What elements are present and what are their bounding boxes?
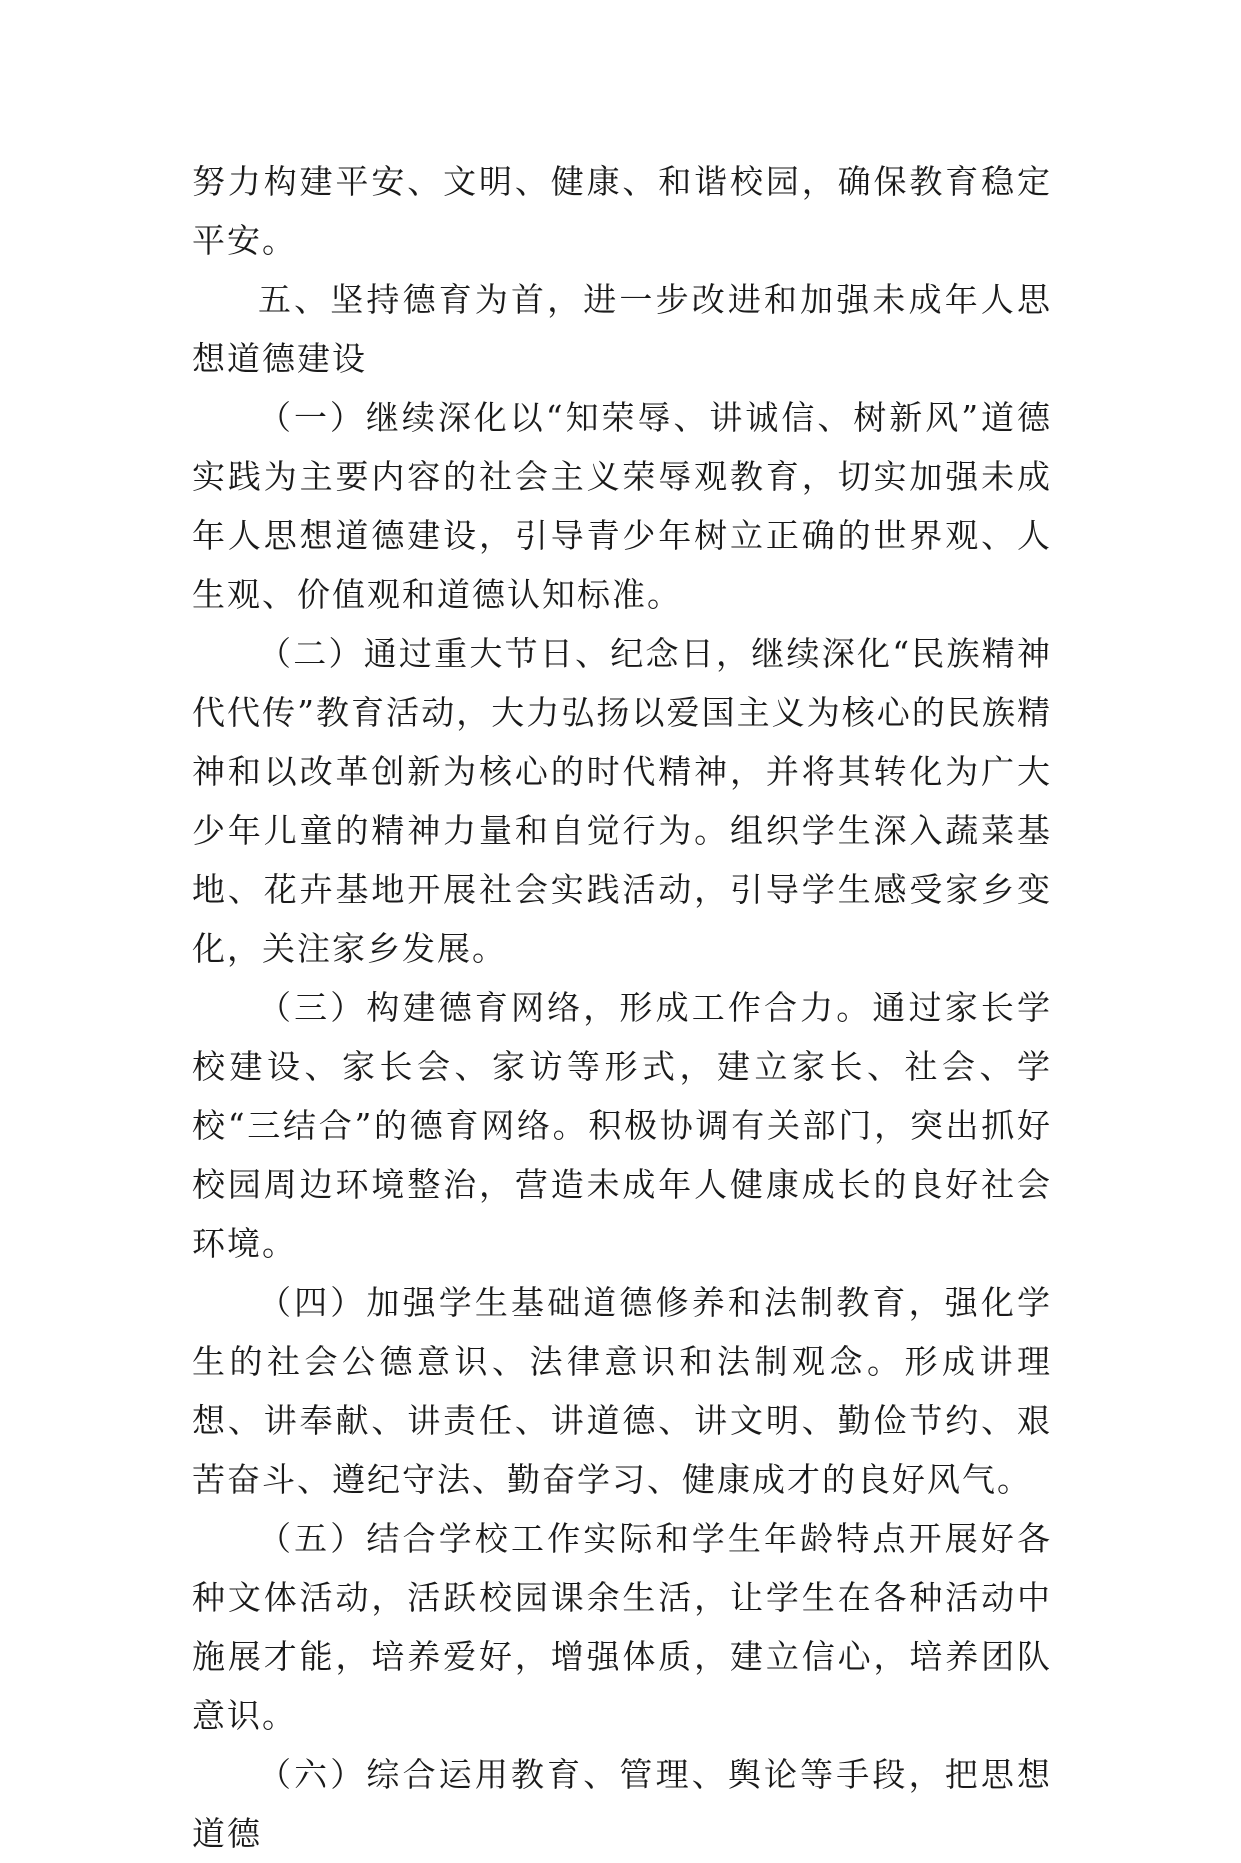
document-body — [192, 152, 1052, 1863]
paragraph-1: 努力构建平安、文明、健康、和谐校园，确保教育稳定平安。 — [192, 162, 1052, 260]
paragraph-item-3: （三）构建德育网络，形成工作合力。通过家长学校建设、家长会、家访等形式，建立家长、社会、学校“三结合”的德育网络。积极协调有关部门，突出抓好校园周边环境整治，营造未成年人健康成长的良好社会环境。 — [192, 988, 1052, 1263]
paragraph-item-4: （四）加强学生基础道德修养和法制教育，强化学生的社会公德意识、法律意识和法制观念。形成讲理想、讲奉献、讲责任、讲道德、讲文明、勤俭节约、艰苦奋斗、遵纪守法、勤奋学习、健康成才的良好风气。 — [192, 1283, 1052, 1499]
paragraph-item-2: （二）通过重大节日、纪念日，继续深化“民族精神代代传”教育活动，大力弘扬以爱国主义为核心的民族精神和以改革创新为核心的时代精神，并将其转化为广大少年儿童的精神力量和自觉行为。组织学生深入蔬菜基地、花卉基地开展社会实践活动，引导学生感受家乡变化，关注家乡发展。 — [192, 634, 1052, 968]
paragraph-item-6: （六）综合运用教育、管理、舆论等手段，把思想道德 — [192, 1755, 1052, 1853]
paragraph-item-5: （五）结合学校工作实际和学生年龄特点开展好各种文体活动，活跃校园课余生活，让学生在各种活动中施展才能，培养爱好，增强体质，建立信心，培养团队意识。 — [192, 1519, 1052, 1735]
paragraph-item-1: （一）继续深化以“知荣辱、讲诚信、树新风”道德实践为主要内容的社会主义荣辱观教育，切实加强未成年人思想道德建设，引导青少年树立正确的世界观、人生观、价值观和道德认知标准。 — [192, 398, 1052, 614]
section-heading-5: 五、坚持德育为首，进一步改进和加强未成年人思想道德建设 — [192, 280, 1052, 378]
